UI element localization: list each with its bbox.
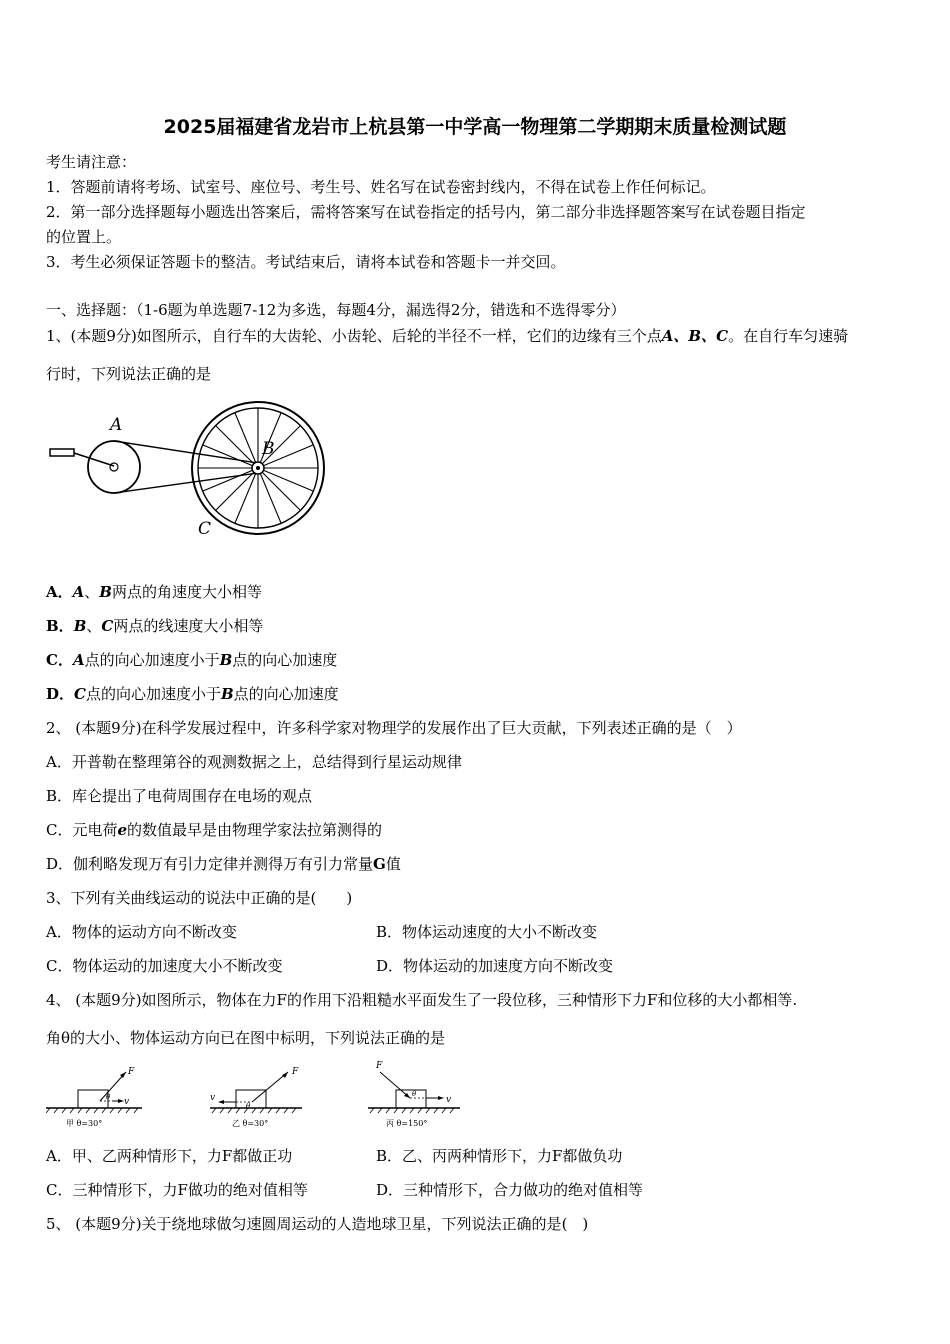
big-sprocket (88, 441, 140, 493)
q4-stem-cont: 角θ的大小、物体运动方向已在图中标明，下列说法正确的是 (46, 1029, 446, 1047)
q4-option-b: B．乙、丙两种情形下，力F都做负功 (376, 1147, 623, 1165)
label-b: B (262, 439, 275, 459)
force-label: F (128, 1067, 135, 1077)
wheel-axle (256, 466, 260, 470)
q3-stem: 3、下列有关曲线运动的说法中正确的是( ) (46, 889, 353, 907)
q2-option-c: C．元电荷e的数值最早是由物理学家法拉第测得的 (46, 821, 383, 839)
q3-option-b: B．物体运动速度的大小不断改变 (376, 923, 598, 941)
bicycle-figure (46, 398, 336, 543)
velocity-label: v (210, 1093, 216, 1103)
notice-item: 的位置上。 (46, 228, 122, 246)
velocity-label: v (446, 1095, 452, 1105)
notice-item: 2．第一部分选择题每小题选出答案后，需将答案写在试卷指定的括号内，第二部分非选择题答案写在试卷题目指定 (46, 203, 806, 221)
q4-option-a: A．甲、乙两种情形下，力F都做正功 (46, 1147, 293, 1165)
q4-stem: 4、 (本题9分)如图所示，物体在力F的作用下沿粗糙水平面发生了一段位移，三种情形下力F和位移的大小都相等. (46, 991, 798, 1009)
pedal (50, 449, 74, 456)
sprocket-hub (110, 463, 118, 471)
figure-caption: 丙 θ=150° (386, 1119, 428, 1128)
force-figure-bing (366, 1058, 466, 1132)
q4-option-d: D．三种情形下，合力做功的绝对值相等 (376, 1181, 644, 1199)
q2-option-b: B．库仑提出了电荷周围存在电场的观点 (46, 787, 313, 805)
q1-stem-cont: 行时，下列说法正确的是 (46, 365, 212, 383)
q3-option-c: C．物体运动的加速度大小不断改变 (46, 957, 283, 975)
velocity-label: v (124, 1097, 130, 1107)
crank-arm (74, 453, 114, 466)
notice-item: 3．考生必须保证答题卡的整洁。考试结束后，请将本试卷和答题卡一并交回。 (46, 253, 566, 271)
label-c: C (198, 519, 212, 539)
figure-caption: 乙 θ=30° (232, 1119, 269, 1128)
section-heading: 一、选择题：（1-6题为单选题7-12为多选，每题4分，漏选得2分，错选和不选得零分） (46, 301, 626, 319)
q2-stem: 2、 (本题9分)在科学发展过程中，许多科学家对物理学的发展作出了巨大贡献，下列表述正确的是（ ） (46, 719, 742, 737)
force-label: F (292, 1067, 299, 1077)
q1-option-d: D．C点的向心加速度小于B点的向心加速度 (46, 685, 339, 703)
q3-option-d: D．物体运动的加速度方向不断改变 (376, 957, 614, 975)
page-title: 2025届福建省龙岩市上杭县第一中学高一物理第二学期期末质量检测试题 (163, 116, 787, 138)
q4-option-c: C．三种情形下，力F做功的绝对值相等 (46, 1181, 308, 1199)
q3-option-a: A．物体的运动方向不断改变 (46, 923, 237, 941)
q2-option-d: D．伽利略发现万有引力定律并测得万有引力常量G值 (46, 855, 401, 873)
label-a: A (110, 415, 123, 435)
q1-option-b: B．B、C两点的线速度大小相等 (46, 617, 264, 635)
force-figure-yi (206, 1064, 306, 1132)
theta-label: θ (106, 1093, 111, 1101)
notice-item: 1．答题前请将考场、试室号、座位号、考生号、姓名写在试卷密封线内，不得在试卷上作任何标记。 (46, 178, 716, 196)
q1-stem: 1、(本题9分)如图所示，自行车的大齿轮、小齿轮、后轮的半径不一样，它们的边缘有三个点A、B、C。在自行车匀速骑 (46, 327, 849, 345)
q1-option-a: A．A、B两点的角速度大小相等 (46, 583, 262, 601)
theta-label: θ (246, 1102, 251, 1110)
q1-option-c: C．A点的向心加速度小于B点的向心加速度 (46, 651, 338, 669)
figure-caption: 甲 θ=30° (66, 1119, 103, 1128)
q5-stem: 5、 (本题9分)关于绕地球做匀速圆周运动的人造地球卫星，下列说法正确的是( ) (46, 1215, 589, 1233)
notice-heading: 考生请注意： (46, 153, 137, 171)
force-label: F (376, 1061, 383, 1071)
force-figure-jia (46, 1064, 146, 1132)
q2-option-a: A．开普勒在整理第谷的观测数据之上，总结得到行星运动规律 (46, 753, 462, 771)
theta-label: θ (412, 1090, 417, 1098)
